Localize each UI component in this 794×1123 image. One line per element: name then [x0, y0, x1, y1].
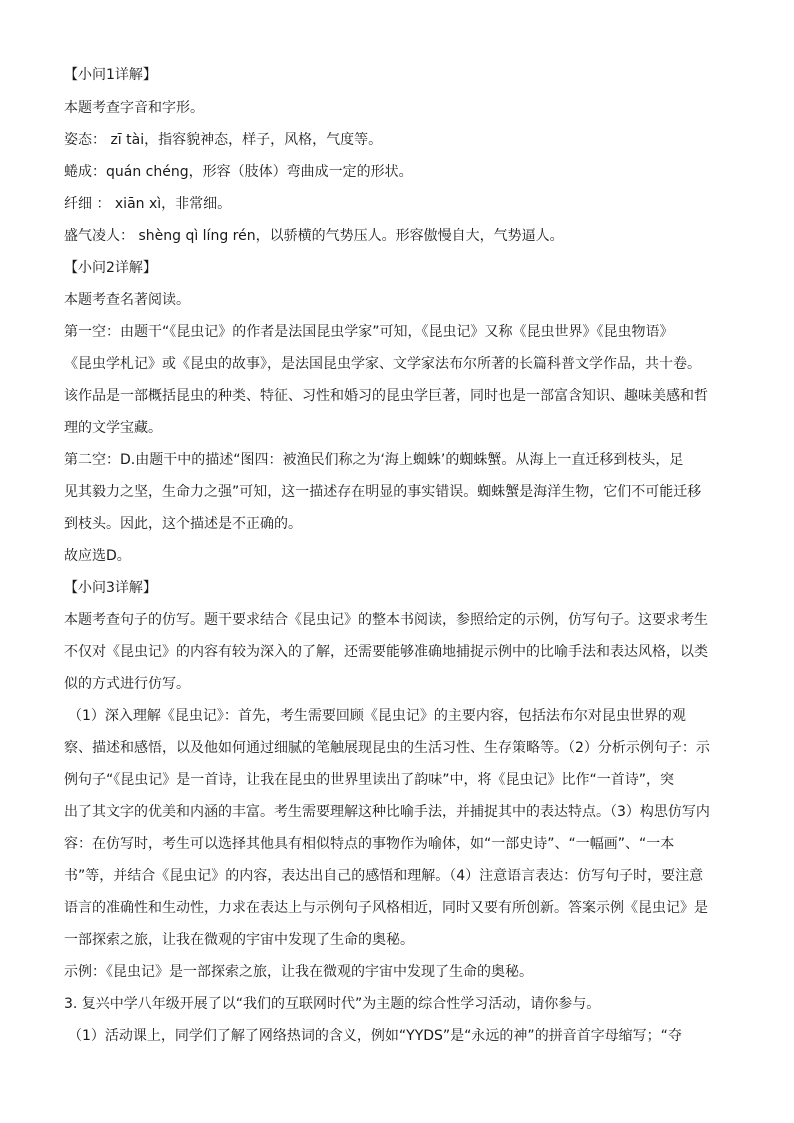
- paragraph-line: 本题考查句子的仿写。题干要求结合《昆虫记》的整本书阅读，参照给定的示例，仿写句子。这要求考生: [64, 612, 708, 628]
- section-heading-q2: 【小问2详解】: [64, 260, 157, 276]
- paragraph-line: 示例：《昆虫记》是一部探索之旅，让我在微观的宇宙中发现了生命的奥秘。: [64, 964, 533, 980]
- paragraph-line: 一部探索之旅，让我在微观的宇宙中发现了生命的奥秘。: [64, 932, 414, 948]
- paragraph-line: 姿态： zī tài，指容貌神态，样子，风格，气度等。: [64, 132, 383, 148]
- section-heading-q3: 【小问3详解】: [64, 580, 157, 596]
- paragraph-line: 似的方式进行仿写。: [64, 676, 190, 692]
- paragraph-line: 理的文学宝藏。: [64, 420, 162, 436]
- paragraph-line: 语言的准确性和生动性，力求在表达上与示例句子风格相近，同时又要有所创新。答案示例《昆虫记》是: [64, 900, 708, 916]
- paragraph-line: 到枝头。因此，这个描述是不正确的。: [64, 516, 302, 532]
- paragraph-line: 《昆虫学札记》或《昆虫的故事》，是法国昆虫学家、文学家法布尔所著的长篇科普文学作品，共十卷。: [64, 356, 701, 372]
- paragraph-line: 纤细 ： xiān xì，非常细。: [64, 196, 232, 212]
- paragraph-line: 见其毅力之坚，生命力之强”可知，这一描述存在明显的事实错误。蜘蛛蟹是海洋生物，它们不可能迁移: [64, 484, 702, 500]
- paragraph-line: （1）深入理解《昆虫记》：首先，考生需要回顾《昆虫记》的主要内容，包括法布尔对昆虫世界的观: [68, 708, 686, 724]
- question-3-subitem-1: （1）活动课上，同学们了解了网络热词的含义，例如“YYDS”是“永远的神”的拼音首字母缩写；“夺: [68, 1028, 682, 1044]
- paragraph-line: 察、描述和感悟，以及他如何通过细腻的笔触展现昆虫的生活习性、生存策略等。（2）分析示例句子：示: [64, 740, 710, 756]
- paragraph-line: 出了其文字的优美和内涵的丰富。考生需要理解这种比喻手法，并捕捉其中的表达特点。（3）构思仿写内: [64, 804, 710, 820]
- paragraph-line: 盛气凌人： shèng qì líng rén，以骄横的气势压人。形容傲慢自大，气势逼人。: [64, 228, 564, 244]
- paragraph-line: 不仅对《昆虫记》的内容有较为深入的了解，还需要能够准确地捕捉示例中的比喻手法和表达风格，以类: [64, 644, 708, 660]
- question-3-stem: 3. 复兴中学八年级开展了以“我们的互联网时代”为主题的综合性学习活动，请你参与。: [64, 996, 601, 1012]
- paragraph-line: 该作品是一部概括昆虫的种类、特征、习性和婚习的昆虫学巨著，同时也是一部富含知识、趣味美感和哲: [64, 388, 708, 404]
- paragraph-line: 第一空：由题干“《昆虫记》的作者是法国昆虫学家”可知，《昆虫记》又称《昆虫世界》《昆虫物语》: [64, 324, 674, 340]
- paragraph-line: 容：在仿写时，考生可以选择其他具有相似特点的事物作为喻体，如“一部史诗”、“一幅画”、“一本: [64, 836, 675, 852]
- paragraph-line: 本题考查字音和字形。: [64, 100, 204, 116]
- paragraph-line: 蜷成：quán chéng，形容（肢体）弯曲成一定的形状。: [64, 164, 413, 180]
- paragraph-line: 第二空：D.由题干中的描述“图四：被渔民们称之为‘海上蜘蛛’的蜘蛛蟹。从海上一直迁移到枝头，足: [64, 452, 684, 468]
- paragraph-line: 本题考查名著阅读。: [64, 292, 190, 308]
- paragraph-line: 书”等，并结合《昆虫记》的内容，表达出自己的感悟和理解。（4）注意语言表达：仿写句子时，要注意: [64, 868, 704, 884]
- paragraph-line: 例句子“《昆虫记》是一首诗，让我在昆虫的世界里读出了韵味”中，将《昆虫记》比作“一首诗”，突: [64, 772, 675, 788]
- section-heading-q1: 【小问1详解】: [64, 67, 157, 83]
- paragraph-line: 故应选D。: [64, 548, 131, 564]
